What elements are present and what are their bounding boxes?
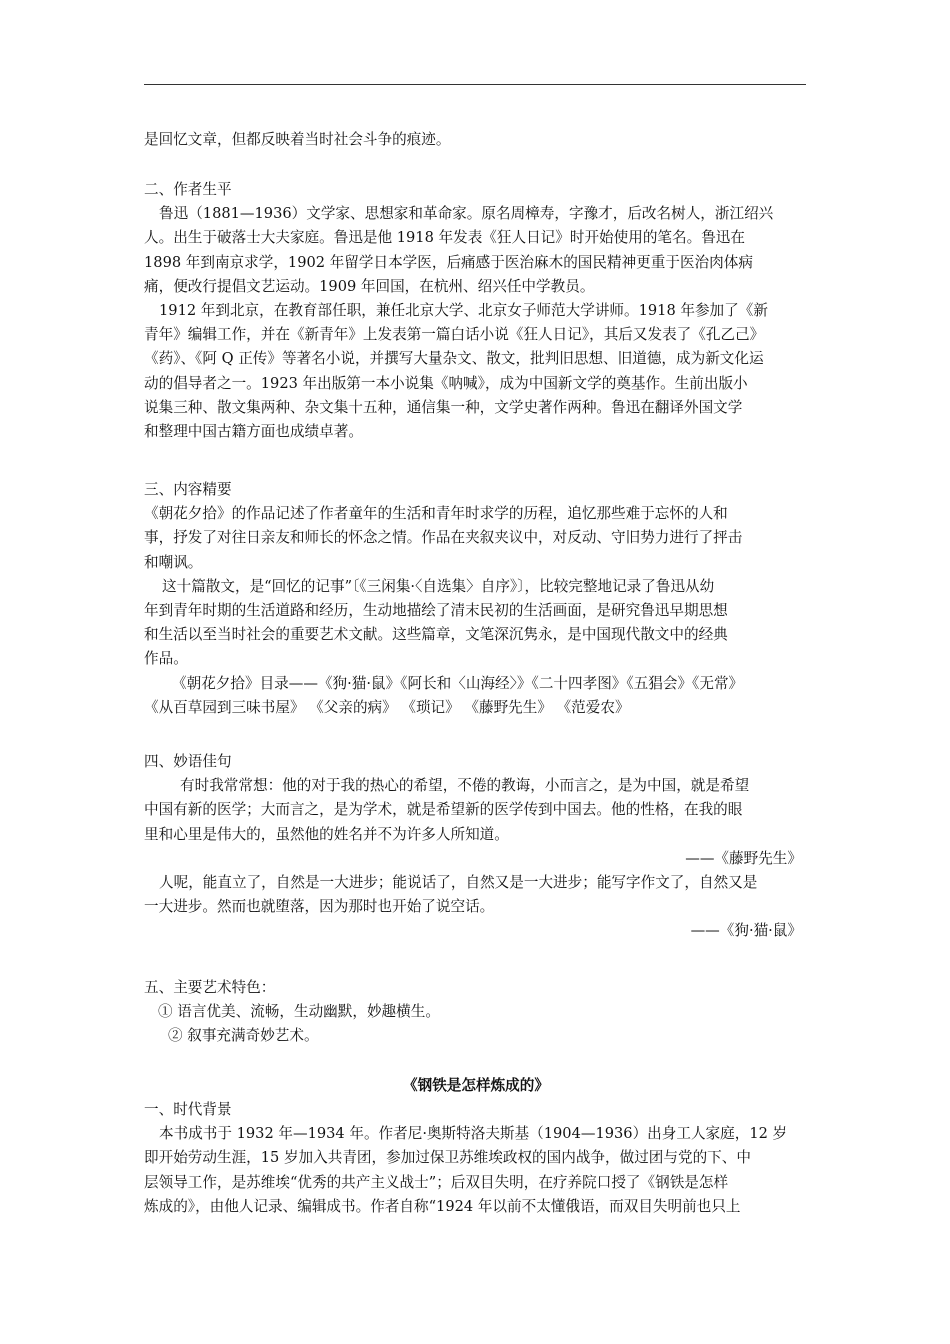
text-line: 和生活以至当时社会的重要艺术文献。这些篇章，文笔深沉隽永，是中国现代散文中的经典 [144,626,728,644]
text-line: 人。出生于破落士大夫家庭。鲁迅是他 1918 年发表《狂人日记》时开始使用的笔名。鲁迅在 [144,229,745,247]
text-line: 即开始劳动生涯，15 岁加入共青团，参加过保卫苏维埃政权的国内战争，做过团与党的下、中 [144,1149,751,1167]
section-content-summary [144,478,808,720]
book-title [144,1074,808,1098]
text-line: 鲁迅（1881—1936）文学家、思想家和革命家。原名周樟寿，字豫才，后改名树人，浙江绍兴 [159,205,774,223]
text-line: 这十篇散文，是“回忆的记事”〔《三闲集·〈自选集〉自序》〕，比较完整地记录了鲁迅从幼 [162,577,715,595]
text-line: 《从百草园到三味书屋》 《父亲的病》 《琐记》 《藤野先生》 《范爱农》 [144,698,630,716]
text-line: 层领导工作，是苏维埃“优秀的共产主义战士”；后双目失明，在疗养院口授了《钢铁是怎样 [144,1173,729,1191]
text-line: 年到青年时期的生活道路和经历，生动地描绘了清末民初的生活画面，是研究鲁迅早期思想 [144,601,728,619]
text-line: 有时我常常想：他的对于我的热心的希望，不倦的教诲，小而言之，是为中国，就是希望 [180,777,750,795]
section-heading: 二、作者生平 [144,181,232,198]
section-era-background [144,1098,808,1219]
text-line: 人呢，能直立了，自然是一大进步；能说话了，自然又是一大进步；能写字作文了，自然又是 [159,873,758,891]
section-heading: 三、内容精要 [144,481,232,498]
header-rule [144,84,806,85]
text-line: 《药》、《阿 Q 正传》等著名小说，并撰写大量杂文、散文，批判旧思想、旧道德，成为新文化运 [144,350,764,368]
text-line: 1898 年到南京求学，1902 年留学日本学医，后痛感于医治麻木的国民精神更重于医治肉体病 [144,253,753,271]
text-line: 本书成书于 1932 年—1934 年。作者尼·奥斯特洛夫斯基（1904—1936）出身工人家庭，12 岁 [159,1125,788,1143]
section-art-features [144,976,808,1049]
text-line: 1912 年到北京，在教育部任职，兼任北京大学、北京女子师范大学讲师。1918 年参加了《新 [159,301,768,319]
section-heading: 五、主要艺术特色： [144,979,276,996]
text-line: 痛，便改行提倡文艺运动。1909 年回国，在杭州、绍兴任中学教员。 [144,277,595,295]
text-line: 《朝花夕拾》目录——《狗·猫·鼠》《阿长和〈山海经〉》《二十四孝图》《五猖会》《无常》 [172,674,744,692]
text-line: 青年》编辑工作，并在《新青年》上发表第一篇白话小说《狂人日记》，其后又发表了《孔乙己》 [144,326,765,344]
text-line: 和整理中国古籍方面也成绩卓著。 [144,422,363,440]
text-line: 里和心里是伟大的，虽然他的姓名并不为许多人所知道。 [144,825,509,843]
text-line: 说集三种、散文集两种、杂文集十五种，通信集一种，文学史著作两种。鲁迅在翻译外国文学 [144,398,743,416]
text-line: 中国有新的医学；大而言之，是为学术，就是希望新的医学传到中国去。他的性格，在我的眼 [144,801,743,819]
section-author-biography [144,178,808,444]
text-line: 炼成的》，由他人记录、编辑成书。作者自称“1924 年以前不太懂俄语，而双目失明前也只上 [144,1197,741,1215]
list-item: ② 叙事充满奇妙艺术。 [168,1027,319,1045]
section-quotes [144,750,808,944]
book-title-text: 《钢铁是怎样炼成的》 [403,1077,549,1094]
text-line: 事，抒发了对往日亲友和师长的怀念之情。作品在夹叙夹议中，对反动、守旧势力进行了抨击 [144,529,743,547]
section-heading: 四、妙语佳句 [144,753,232,770]
text-line: 是回忆文章，但都反映着当时社会斗争的痕迹。 [144,131,451,148]
text-line: 动的倡导者之一。1923 年出版第一本小说集《呐喊》，成为中国新文学的奠基作。生前出版小 [144,374,748,392]
quote-source: ——《藤野先生》 [685,849,802,867]
quote-source: ——《狗·猫·鼠》 [690,922,802,940]
section-heading: 一、时代背景 [144,1101,232,1118]
text-line: 一大进步。然而也就堕落，因为那时也开始了说空话。 [144,898,495,916]
text-line: 作品。 [144,650,188,668]
intro-paragraph [144,128,808,152]
list-item: ① 语言优美、流畅，生动幽默，妙趣横生。 [158,1003,440,1021]
text-line: 和嘲讽。 [144,553,203,571]
text-line: 《朝花夕拾》的作品记述了作者童年的生活和青年时求学的历程，追忆那些难于忘怀的人和 [144,505,728,523]
